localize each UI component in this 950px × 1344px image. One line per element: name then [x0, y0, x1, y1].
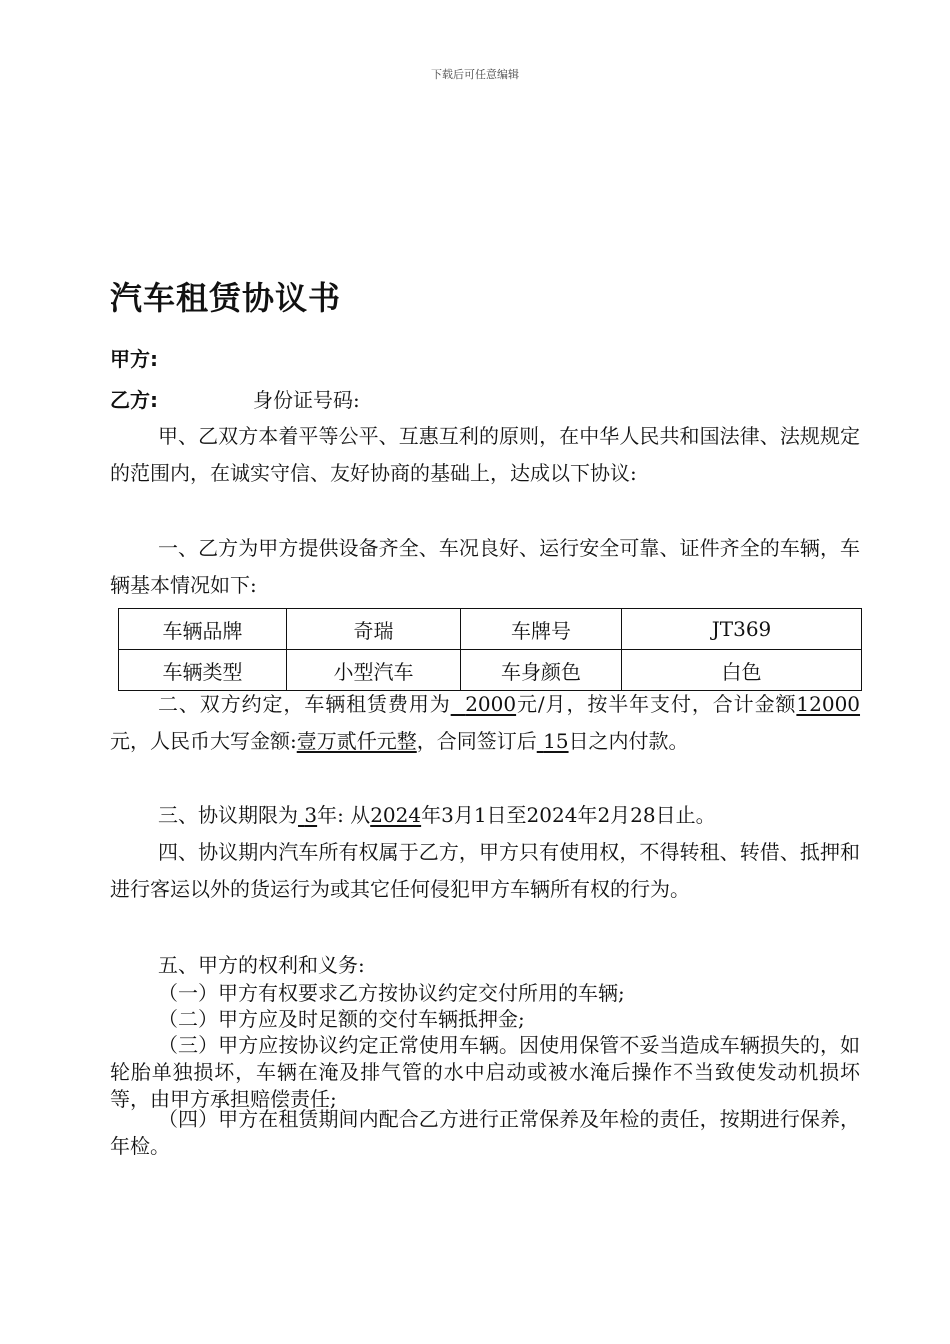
clause-1: 一、乙方为甲方提供设备齐全、车况良好、运行安全可靠、证件齐全的车辆，车辆基本情况如下: [110, 536, 860, 597]
table-cell: 车辆类型 [119, 650, 287, 691]
total-amount-words: 壹万贰仟元整 [296, 729, 417, 753]
start-year-value: 2024 [370, 803, 422, 827]
term-years-number: 3 [304, 803, 318, 827]
clause-2-text: 日之内付款。 [568, 729, 689, 753]
table-cell: 白色 [622, 650, 862, 691]
clause-2-text: ，合同签订后 [416, 729, 537, 753]
monthly-fee-value [451, 692, 516, 716]
clause-3-text: 三、协议期限为 [158, 803, 298, 827]
clause-5-item: （一）甲方有权要求乙方按协议约定交付所用的车辆; [158, 981, 625, 1005]
payment-days-number: 15 [543, 729, 569, 753]
clause-5-item: （三）甲方应按协议约定正常使用车辆。因使用保管不妥当造成车辆损失的，如轮胎单独损坏，车辆在淹及排气管的水中启动或被水淹后操作不当致使发动机损坏等，由甲方承担赔偿责任; [110, 1033, 860, 1111]
table-cell: JT369 [622, 609, 862, 650]
clause-4: 四、协议期内汽车所有权属于乙方，甲方只有使用权，不得转租、转借、抵押和进行客运以外的货运行为或其它任何侵犯甲方车辆所有权的行为。 [110, 840, 860, 901]
clause-3-text: 年3月1日至2024年2月28日止。 [421, 803, 716, 827]
party-b-label: 乙方: [110, 388, 158, 412]
clause-5-item: （二）甲方应及时足额的交付车辆抵押金; [158, 1007, 525, 1031]
table-cell: 小型汽车 [287, 650, 461, 691]
clause-2-text: 二、双方约定，车辆租赁费用为 [158, 692, 451, 716]
term-years-value [298, 803, 317, 827]
total-amount-value: 12000 [796, 692, 861, 716]
id-number-label: 身份证号码: [253, 388, 360, 412]
table-row [119, 609, 862, 650]
table-row [119, 650, 862, 691]
vehicle-info-table [118, 608, 862, 691]
header-note: 下载后可任意编辑 [431, 68, 519, 81]
clause-3 [110, 797, 860, 834]
document-title: 汽车租赁协议书 [110, 279, 342, 317]
table-cell: 车身颜色 [461, 650, 622, 691]
clause-5-item: （四）甲方在租赁期间内配合乙方进行正常保养及年检的责任，按期进行保养，年检。 [110, 1107, 860, 1158]
table-cell: 车辆品牌 [119, 609, 287, 650]
table-cell: 奇瑞 [287, 609, 461, 650]
clause-2-text: 元/月，按半年支付，合计金额 [516, 692, 797, 716]
payment-days-value [537, 729, 569, 753]
intro-paragraph: 甲、乙双方本着平等公平、互惠互利的原则，在中华人民共和国法律、法规规定的范围内，在诚实守信、友好协商的基础上，达成以下协议: [110, 424, 860, 485]
table-cell: 车牌号 [461, 609, 622, 650]
clause-5-heading: 五、甲方的权利和义务: [158, 953, 365, 977]
clause-2-text: 元，人民币大写金额: [110, 729, 297, 753]
clause-3-text: 年: 从 [317, 803, 371, 827]
monthly-fee-number: 2000 [465, 692, 517, 716]
party-a-label: 甲方: [110, 347, 158, 371]
clause-2 [110, 686, 860, 760]
